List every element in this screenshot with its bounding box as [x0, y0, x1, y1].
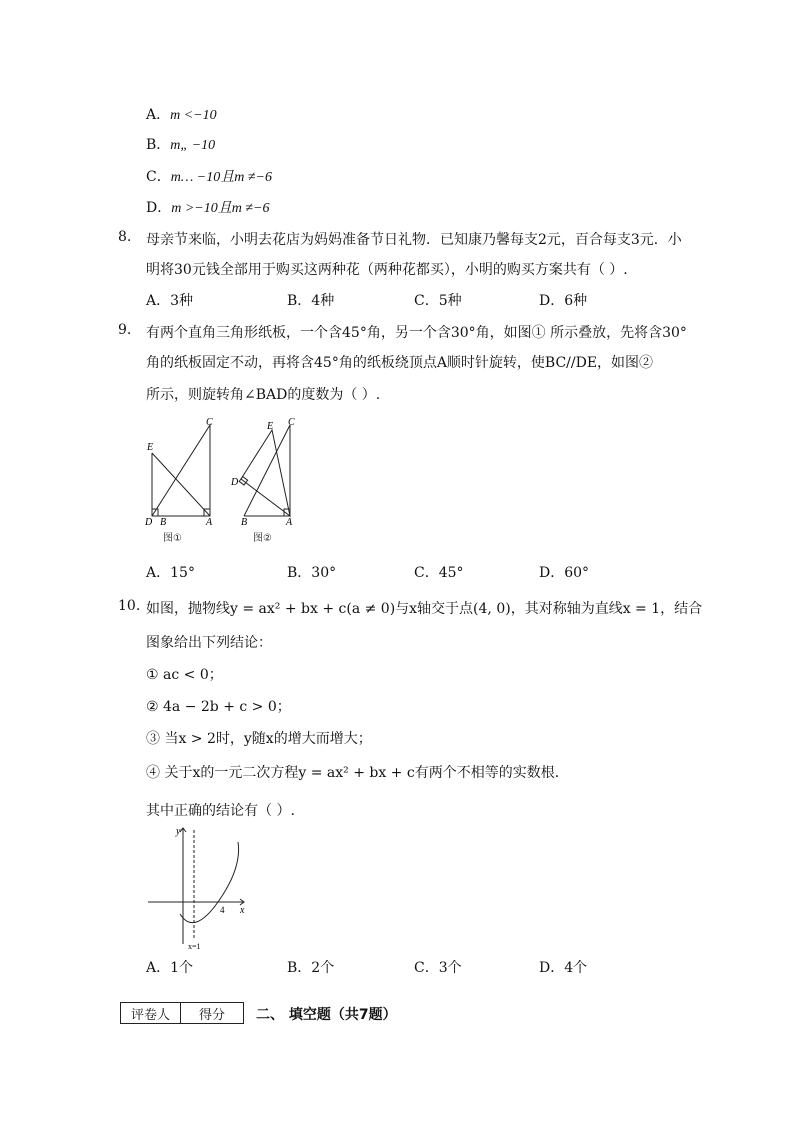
q8-line1: 母亲节来临，小明去花店为妈妈准备节日礼物．已知康乃馨每支2元，百合每支3元．小 — [146, 232, 682, 248]
q8-line2: 明将30元钱全部用于购买这两种花（两种花都买），小明的购买方案共有（ ）. — [146, 262, 628, 278]
fig1-label-c: C — [206, 417, 213, 428]
q10-parabola-graph — [140, 822, 255, 950]
q10-option-b: B．2个 — [287, 960, 335, 976]
graph-tick-4: 4 — [220, 905, 225, 915]
q9-line3: 所示，则旋转角∠BAD的度数为（ ）. — [146, 387, 381, 403]
q7-option-d: D．m >−10且m ≠−6 — [146, 200, 270, 216]
fig2-label-a: A — [286, 517, 293, 528]
q9-line2: 角的纸板固定不动，再将含45°角的纸板绕顶点A顺时针旋转，使BC//DE，如图② — [146, 355, 654, 371]
q8-option-a: A．3种 — [146, 293, 194, 309]
q9-option-a: A．15° — [146, 565, 195, 581]
q8-option-b: B．4种 — [287, 293, 335, 309]
fig2-label-b: B — [241, 517, 248, 528]
q10-line1: 如图，抛物线y = ax² + bx + c(a ≠ 0)与x轴交于点(4, 0)，其对称轴为直线x = 1，结合 — [146, 601, 703, 617]
q10-conclusion-3: ③ 当x > 2时，y随x的增大而增大； — [146, 731, 372, 747]
fig2-caption: 图② — [253, 533, 272, 544]
fig1-label-a: A — [206, 517, 213, 528]
q10-line2: 图象给出下列结论： — [146, 635, 272, 651]
q9-option-d: D．60° — [539, 565, 590, 581]
q10-number: 10. — [118, 598, 141, 614]
q8-number: 8. — [118, 229, 132, 245]
q9-line1: 有两个直角三角形纸板，一个含45°角，另一个含30°角，如图① 所示叠放，先将含30° — [146, 325, 687, 341]
q9-figure-2 — [228, 415, 308, 530]
q10-question: 其中正确的结论有（ ）. — [146, 803, 295, 819]
q9-number: 9. — [118, 322, 132, 338]
score-cell: 得分 — [181, 1003, 244, 1024]
q9-option-c: C．45° — [414, 565, 464, 581]
q10-conclusion-2: ② 4a − 2b + c > 0； — [146, 699, 291, 715]
graph-axis-label: x=1 — [188, 942, 201, 950]
fig1-caption: 图① — [163, 533, 182, 544]
fig1-label-d: D — [145, 517, 153, 528]
q10-option-d: D．4个 — [539, 960, 588, 976]
graph-y-label: y — [176, 826, 181, 837]
q10-conclusion-4: ④ 关于x的一元二次方程y = ax² + bx + c有两个不相等的实数根． — [146, 765, 569, 781]
q7-option-b: B．m„ −10 — [146, 137, 216, 153]
q9-option-b: B．30° — [287, 565, 337, 581]
q8-option-c: C．5种 — [414, 293, 462, 309]
fig2-label-d: D — [231, 477, 239, 488]
fig2-label-c: C — [288, 417, 295, 428]
q10-conclusion-1: ① ac < 0； — [146, 667, 223, 683]
score-table — [120, 1002, 244, 1024]
fig2-label-e: E — [267, 421, 274, 432]
q9-figure-1 — [140, 415, 230, 530]
q8-option-d: D．6种 — [539, 293, 588, 309]
q7-option-c: C．m… −10且m ≠−6 — [146, 169, 272, 185]
q10-option-c: C．3个 — [414, 960, 462, 976]
q7-option-a: A．m <−10 — [146, 107, 217, 123]
fig1-label-e: E — [147, 442, 154, 453]
graph-x-label: x — [240, 905, 245, 916]
section-2-title: 二、 填空题（共7题） — [256, 1007, 397, 1023]
fig1-label-b: B — [160, 517, 167, 528]
q10-option-a: A．1个 — [146, 960, 194, 976]
grader-cell: 评卷人 — [121, 1003, 181, 1024]
